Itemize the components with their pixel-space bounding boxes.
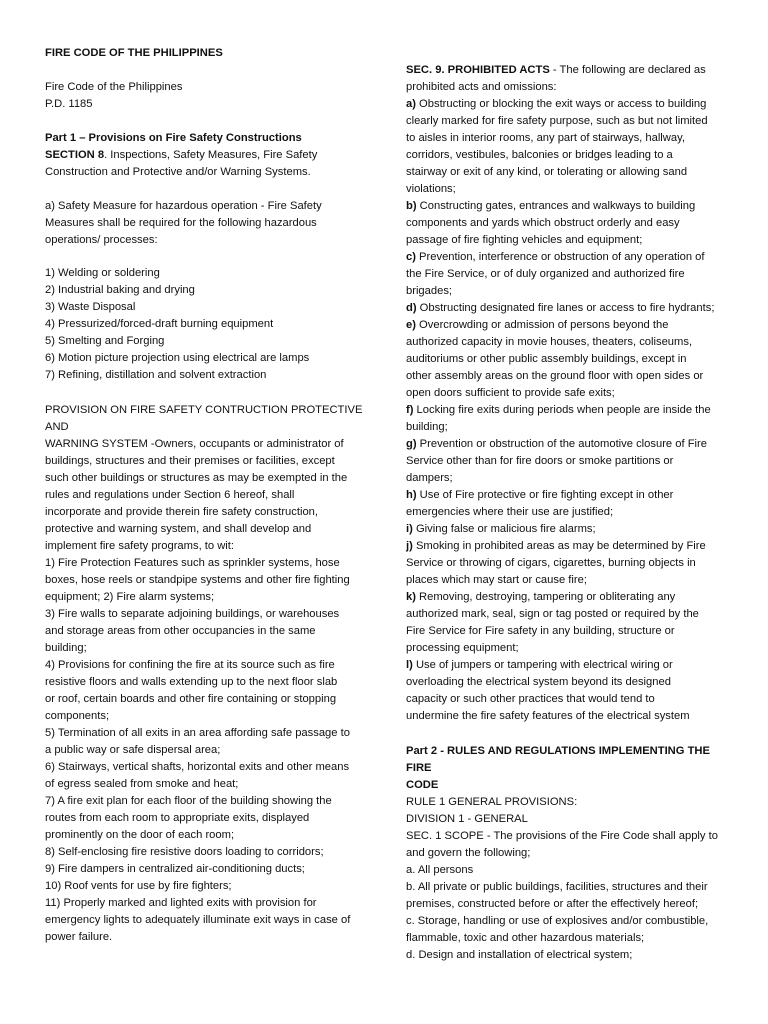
item-text: Prevention or obstruction of the automotive closure of Fire (416, 438, 707, 450)
list-line: routes from each room to appropriate exits, displayed (45, 812, 310, 824)
part2-line: c. Storage, handling or use of explosives and/or combustible, (406, 915, 709, 927)
item-text: Locking fire exits during periods when people are inside the (413, 404, 711, 416)
part2-heading: Part 2 - RULES AND REGULATIONS IMPLEMENTING THE FIRE (406, 745, 710, 774)
item-text: Obstructing designated fire lanes or access to fire hydrants; (416, 302, 715, 314)
list-line: boxes, hose reels or standpipe systems and other fire fighting (45, 574, 350, 586)
list-line: prominently on the door of each room; (45, 829, 235, 841)
item-text: Service or throwing of cigars, cigarettes, burning objects in (406, 557, 696, 569)
item-text: places which may start or cause fire; (406, 574, 587, 586)
list-item: 3) Waste Disposal (45, 301, 136, 313)
item-text: undermine the fire safety features of the electrical system (406, 710, 690, 722)
paragraph-line: operations/ processes: (45, 234, 158, 246)
item-text: clearly marked for fire safety purpose, such as but not limited (406, 115, 708, 127)
list-line: 10) Roof vents for use by fire fighters; (45, 880, 232, 892)
list-line: 1) Fire Protection Features such as sprinkler systems, hose (45, 557, 340, 569)
item-text: Service other than for fire doors or smoke partitions or (406, 455, 674, 467)
item-letter: k) (406, 591, 416, 603)
part2-line: SEC. 1 SCOPE - The provisions of the Fire Code shall apply to (406, 830, 718, 842)
section8-text: . Inspections, Safety Measures, Fire Safety (104, 149, 318, 161)
item-text: Prevention, interference or obstruction of any operation of (415, 251, 705, 263)
paragraph-line: rules and regulations under Section 6 hereof, shall (45, 489, 295, 501)
item-text: Constructing gates, entrances and walkways to building (416, 200, 696, 212)
item-letter: d) (406, 302, 417, 314)
section8-label: SECTION 8 (45, 149, 105, 161)
paragraph-line: PROVISION ON FIRE SAFETY CONTRUCTION PROTECTIVE AND (45, 404, 363, 433)
part2-line: and govern the following; (406, 847, 531, 859)
item-text: Fire Service for Fire safety in any building, structure or (406, 625, 675, 637)
item-text: corridors, vestibules, balconies or bridges leading to a (406, 149, 673, 161)
hazardous-operations-list (45, 265, 367, 384)
item-text: Overcrowding or admission of persons beyond the (415, 319, 669, 331)
fire-protection-features-list (45, 555, 367, 946)
part2-heading: CODE (406, 779, 439, 791)
item-text: Obstructing or blocking the exit ways or access to building (415, 98, 707, 110)
item-text: stairway or exit of any kind, or tolerating or allowing sand (406, 166, 688, 178)
part2-block (406, 743, 730, 964)
list-line: 8) Self-enclosing fire resistive doors loading to corridors; (45, 846, 324, 858)
section8-text: Construction and Protective and/or Warning Systems. (45, 166, 311, 178)
item-letter: l) (406, 659, 413, 671)
item-letter: c) (406, 251, 416, 263)
list-line: 11) Properly marked and lighted exits with provision for (45, 897, 317, 909)
list-line: emergency lights to adequately illuminate exit ways in case of (45, 914, 351, 926)
paragraph-line: a) Safety Measure for hazardous operation - Fire Safety (45, 200, 322, 212)
paragraph-line: implement fire safety programs, to wit: (45, 540, 235, 552)
item-text: brigades; (406, 285, 453, 297)
list-line: 4) Provisions for confining the fire at its source such as fire (45, 659, 335, 671)
list-item: 1) Welding or soldering (45, 267, 160, 279)
subtitle-block (45, 79, 367, 113)
part2-line: premises, constructed before or after the effectively hereof; (406, 898, 699, 910)
list-line: 7) A fire exit plan for each floor of the building showing the (45, 795, 332, 807)
list-line: and storage areas from other occupancies in the same (45, 625, 316, 637)
list-item: 2) Industrial baking and drying (45, 284, 195, 296)
item-letter: g) (406, 438, 417, 450)
list-line: 5) Termination of all exits in an area affording safe passage to (45, 727, 350, 739)
part2-line: b. All private or public buildings, facilities, structures and their (406, 881, 708, 893)
document-title-block (45, 45, 367, 62)
list-line: equipment; 2) Fire alarm systems; (45, 591, 215, 603)
list-item: 7) Refining, distillation and solvent extraction (45, 369, 267, 381)
safety-measure-block (45, 198, 367, 249)
part2-line: a. All persons (406, 864, 474, 876)
item-text: Giving false or malicious fire alarms; (412, 523, 596, 535)
item-text: dampers; (406, 472, 453, 484)
list-line: of egress sealed from smoke and heat; (45, 778, 239, 790)
paragraph-line: such other buildings or structures as may be exempted in the (45, 472, 348, 484)
item-letter: e) (406, 319, 416, 331)
list-line: 6) Stairways, vertical shafts, horizontal exits and other means (45, 761, 350, 773)
paragraph-line: incorporate and provide therein fire safety construction, (45, 506, 319, 518)
part2-line: DIVISION 1 - GENERAL (406, 813, 528, 825)
item-text: passage of fire fighting vehicles and equipment; (406, 234, 643, 246)
list-line: resistive floors and walls extending up to the next floor slab (45, 676, 338, 688)
list-line: or roof, certain boards and other fire containing or stopping (45, 693, 337, 705)
part2-line: RULE 1 GENERAL PROVISIONS: (406, 796, 578, 808)
item-text: authorized capacity in movie houses, theaters, coliseums, (406, 336, 693, 348)
item-text: processing equipment; (406, 642, 519, 654)
item-text: the Fire Service, or of duly organized and authorized fire (406, 268, 685, 280)
item-text: emergencies where their use are justified; (406, 506, 614, 518)
item-text: Smoking in prohibited areas as may be determined by Fire (412, 540, 706, 552)
subtitle-line: Fire Code of the Philippines (45, 81, 183, 93)
subtitle-line: P.D. 1185 (45, 98, 93, 110)
list-line: building; (45, 642, 87, 654)
part1-heading: Part 1 – Provisions on Fire Safety Constructions (45, 132, 302, 144)
item-text: Use of Fire protective or fire fighting except in other (416, 489, 674, 501)
item-text: auditoriums or other public assembly buildings, except in (406, 353, 687, 365)
sec9-block (406, 62, 730, 725)
item-letter: h) (406, 489, 417, 501)
list-line: power failure. (45, 931, 113, 943)
item-text: Use of jumpers or tampering with electrical wiring or (412, 659, 673, 671)
part2-line: flammable, toxic and other hazardous materials; (406, 932, 645, 944)
item-letter: a) (406, 98, 416, 110)
list-line: components; (45, 710, 110, 722)
item-letter: f) (406, 404, 414, 416)
sec9-intro: - The following are declared as (549, 64, 706, 76)
part1-block (45, 130, 367, 181)
document-title: FIRE CODE OF THE PHILIPPINES (45, 47, 223, 59)
item-text: authorized mark, seal, sign or tag posted or required by the (406, 608, 699, 620)
item-text: Removing, destroying, tampering or obliterating any (415, 591, 676, 603)
list-line: 3) Fire walls to separate adjoining buildings, or warehouses (45, 608, 340, 620)
item-letter: b) (406, 200, 417, 212)
item-text: other assembly areas on the ground floor with open sides or (406, 370, 704, 382)
list-item: 5) Smelting and Forging (45, 335, 165, 347)
list-line: 9) Fire dampers in centralized air-conditioning ducts; (45, 863, 305, 875)
item-letter: j) (406, 540, 413, 552)
item-letter: i) (406, 523, 413, 535)
list-line: a public way or safe dispersal area; (45, 744, 221, 756)
item-text: open doors sufficient to provide safe exits; (406, 387, 615, 399)
item-text: capacity or such other practices that would tend to (406, 693, 655, 705)
list-item: 4) Pressurized/forced-draft burning equipment (45, 318, 274, 330)
paragraph-line: protective and warning system, and shall develop and (45, 523, 312, 535)
list-item: 6) Motion picture projection using electrical are lamps (45, 352, 310, 364)
item-text: building; (406, 421, 448, 433)
sec9-intro: prohibited acts and omissions: (406, 81, 557, 93)
item-text: violations; (406, 183, 456, 195)
sec9-heading: SEC. 9. PROHIBITED ACTS (406, 64, 550, 76)
item-text: components and yards which obstruct orderly and easy (406, 217, 680, 229)
paragraph-line: Measures shall be required for the following hazardous (45, 217, 317, 229)
item-text: to aisles in interior rooms, any part of stairways, hallway, (406, 132, 685, 144)
paragraph-line: WARNING SYSTEM -Owners, occupants or administrator of (45, 438, 344, 450)
item-text: overloading the electrical system beyond its designed (406, 676, 671, 688)
provision-block (45, 402, 367, 555)
part2-line: d. Design and installation of electrical system; (406, 949, 633, 961)
paragraph-line: buildings, structures and their premises or facilities, except (45, 455, 335, 467)
